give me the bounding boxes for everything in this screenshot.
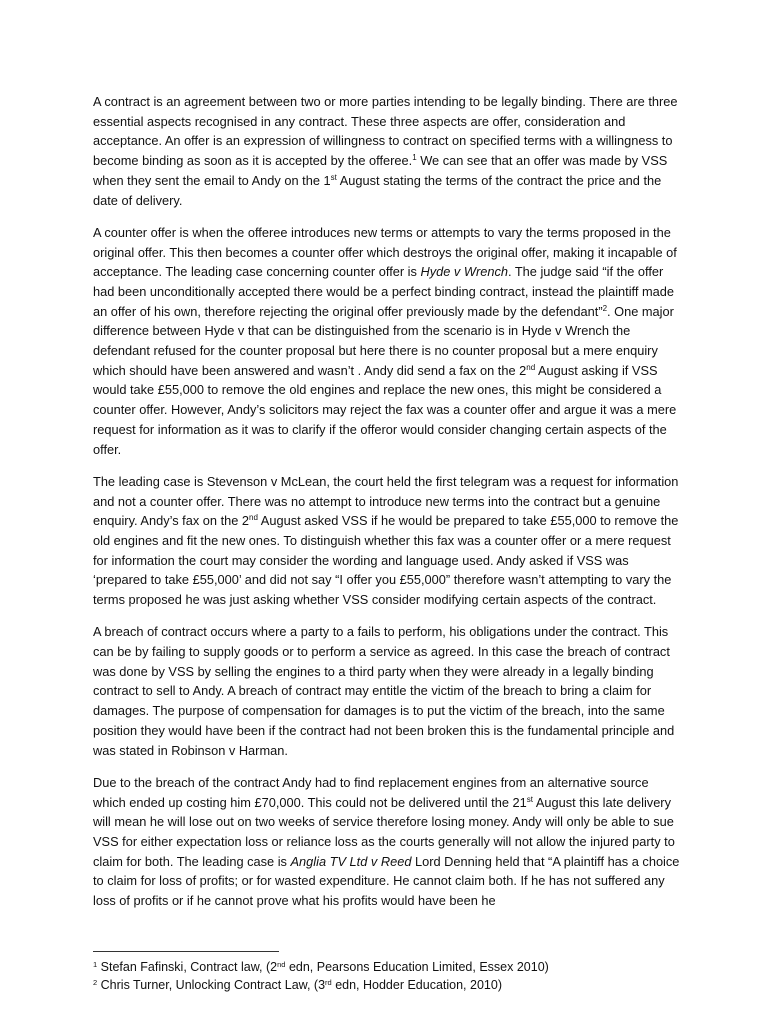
superscript-marker: 2 bbox=[93, 978, 98, 987]
text-run: Stefan Fafinski, Contract law, (2 bbox=[97, 960, 278, 974]
footnote-1 bbox=[93, 958, 693, 976]
footnote-2 bbox=[93, 976, 693, 994]
superscript-marker: st bbox=[526, 794, 533, 804]
document-body bbox=[93, 92, 683, 923]
text-run: A counter offer is when the offeree introduces new terms or attempts to vary the terms proposed in the original offer. This then becomes a counter offer which destroys the original offer, making it incapable of acceptance. The leading case concerning counter offer is bbox=[93, 224, 677, 280]
superscript-marker: 1 bbox=[412, 153, 417, 163]
superscript-marker: st bbox=[330, 172, 337, 182]
text-run: edn, Hodder Education, 2010) bbox=[331, 978, 502, 992]
text-run: August asked VSS if he would be prepared to take £55,000 to remove the old engines and fit the new ones. To distinguish whether this fax was a counter offer or a mere request for information the court may consider the wording and language used. Andy asked if VSS was ‘prepared to take £55,000’ and did not say “I offer you £55,000” therefore wasn’t attempting to vary the terms proposed he was just asking whether VSS consider modifying certain aspects of the contract. bbox=[93, 513, 679, 608]
text-run: August this late delivery will mean he will lose out on two weeks of service therefore losing money. Andy will only be able to sue VSS for either expectation loss or reliance loss as the courts generally will not allow the injured party to claim for both. The leading case is bbox=[93, 794, 675, 869]
superscript-marker: 1 bbox=[93, 960, 98, 969]
paragraph-breach bbox=[93, 622, 683, 760]
text-run: The leading case is Stevenson v McLean, the court held the first telegram was a request for information and not a counter offer. There was no attempt to introduce new terms into the contract but a genuine enquiry. Andy’s fax on the 2 bbox=[93, 473, 679, 529]
text-run: Due to the breach of the contract Andy had to find replacement engines from an alternative source which ended up costing him £70,000. This could not be delivered until the 21 bbox=[93, 774, 649, 810]
superscript-marker: nd bbox=[249, 513, 258, 523]
superscript-marker: 2 bbox=[602, 303, 608, 313]
paragraph-offer bbox=[93, 92, 683, 210]
text-run: August stating the terms of the contract the price and the date of delivery. bbox=[93, 172, 662, 208]
case-name-italic: Anglia TV Ltd v Reed bbox=[290, 853, 412, 869]
paragraph-damages bbox=[93, 773, 683, 911]
text-run: edn, Pearsons Education Limited, Essex 2010) bbox=[285, 960, 549, 974]
superscript-marker: rd bbox=[325, 978, 332, 987]
footnotes bbox=[93, 958, 693, 994]
footnote-separator bbox=[93, 951, 279, 952]
case-name-italic: Hyde v Wrench bbox=[420, 264, 508, 280]
superscript-marker: nd bbox=[526, 362, 536, 372]
text-run: A breach of contract occurs where a party to a fails to perform, his obligations under the contract. This can be by failing to supply goods or to perform a service as agreed. In this case the breach of contract was done by VSS by selling the engines to a third party when they were already in a legally binding contract to sell to Andy. A breach of contract may entitle the victim of the breach to bring a claim for damages. The purpose of compensation for damages is to put the victim of the breach, into the same position they would have been if the contract had not been broken this is the fundamental principle and was stated in Robinson v Harman. bbox=[93, 624, 675, 758]
text-run: August asking if VSS would take £55,000 to remove the old engines and replace the new ones, this might be considered a counter offer. However, Andy’s solicitors may reject the fax was a counter offer and argue it was a mere request for information as it was to clarify if the offeror would consider changing certain aspects of the offer. bbox=[93, 362, 677, 457]
text-run: We can see that an offer was made by VSS when they sent the email to Andy on the 1 bbox=[93, 153, 668, 188]
paragraph-leading-case bbox=[93, 472, 683, 610]
text-run: . The judge said “if the offer had been unconditionally accepted there would be a perfect binding contract, instead the plaintiff made an offer of his own, therefore rejecting the original offer previously made by the defendant” bbox=[93, 264, 674, 319]
text-run: Chris Turner, Unlocking Contract Law, (3 bbox=[97, 978, 326, 992]
text-run: Lord Denning held that “A plaintiff has a choice to claim for loss of profits; or for wasted expenditure. He cannot claim both. If he has not suffered any loss of profits or if he cannot prove what his profits would have been he bbox=[93, 853, 680, 909]
superscript-marker: nd bbox=[277, 960, 286, 969]
text-run: . One major difference between Hyde v that can be distinguished from the scenario is in Hyde v Wrench the defendant refused for the counter proposal but here there is no counter proposal but a mere enquiry which should have been answered and wasn’t . Andy did send a fax on the 2 bbox=[93, 303, 674, 378]
text-run: A contract is an agreement between two or more parties intending to be legally binding. There are three essential aspects recognised in any contract. These three aspects are offer, consideration and acceptance. An offer is an expression of willingness to contract on specified terms with a willingness to become binding as soon as it is accepted by the offeree. bbox=[93, 94, 678, 169]
paragraph-counter-offer bbox=[93, 223, 683, 459]
